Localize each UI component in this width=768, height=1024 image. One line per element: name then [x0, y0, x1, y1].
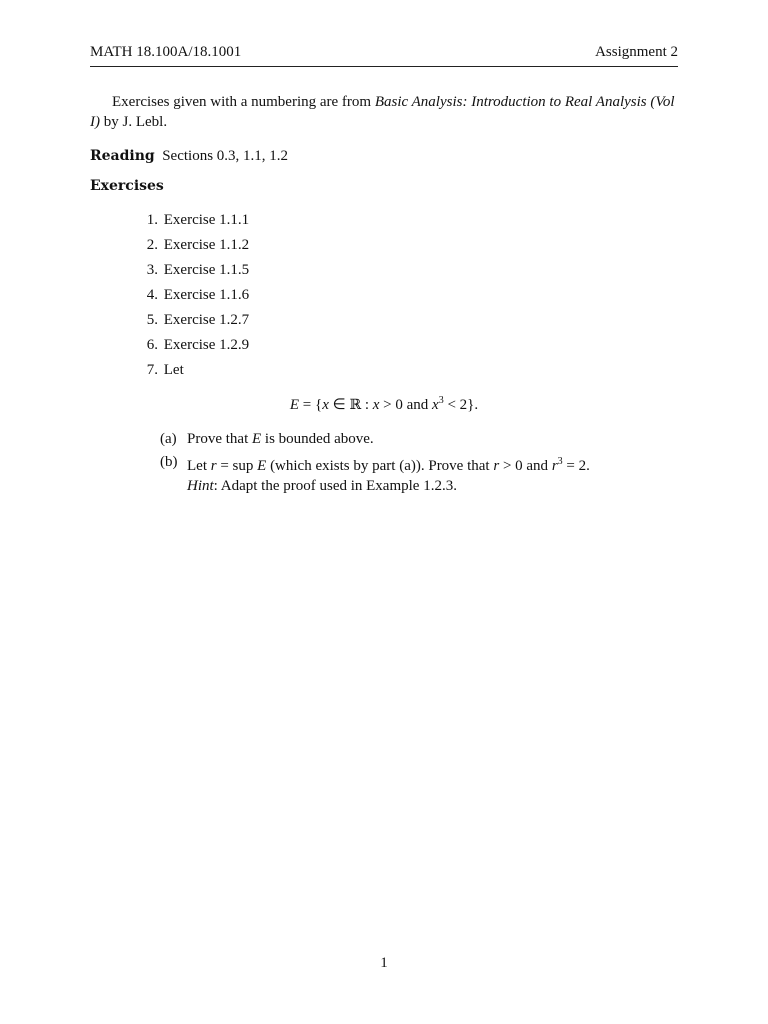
set-definition-equation	[0, 395, 768, 414]
eq-var: x	[432, 397, 439, 413]
math-var: r	[210, 458, 217, 474]
subpart-text: (which exists by part (a)). Prove that	[266, 458, 494, 474]
math-var: E	[257, 458, 267, 474]
eq-part: = {	[299, 397, 323, 413]
reals-symbol: ℝ	[349, 397, 362, 413]
exercise-list	[136, 210, 636, 385]
exercise-7-subparts	[160, 429, 680, 499]
subpart-b	[160, 452, 680, 496]
subpart-label: (b)	[160, 454, 178, 470]
eq-part: > 0 and	[379, 397, 433, 413]
subpart-label: (a)	[160, 431, 177, 447]
eq-exponent: 3	[438, 395, 444, 406]
eq-var: x	[372, 397, 380, 413]
subpart-text: Prove that	[187, 431, 252, 447]
item-text: Exercise 1.2.7	[163, 312, 250, 328]
item-text: Let	[163, 362, 184, 378]
hint-text: : Adapt the proof used in Example 1.2.3.	[213, 478, 457, 494]
eq-part: :	[361, 397, 373, 413]
page-header	[90, 44, 678, 67]
math-var: r	[493, 458, 500, 474]
book-title: Basic Analysis: Introduction to Real Analysis (Vol I)	[90, 94, 675, 130]
eq-part: < 2}.	[443, 397, 479, 413]
item-text: Exercise 1.1.1	[163, 212, 250, 228]
item-number: 2.	[146, 237, 158, 253]
item-number: 4.	[146, 287, 158, 303]
intro-after: by J. Lebl.	[100, 114, 168, 130]
reading-sections: Sections 0.3, 1.1, 1.2	[162, 148, 289, 164]
hint-label: Hint	[187, 478, 214, 494]
math-var: r	[551, 458, 558, 474]
list-item	[136, 285, 636, 310]
item-number: 3.	[146, 262, 158, 278]
subpart-text: > 0 and	[499, 458, 552, 474]
intro-before: Exercises given with a numbering are from	[112, 94, 375, 110]
intro-paragraph	[90, 92, 678, 132]
eq-part: ∈	[328, 397, 350, 413]
item-number: 1.	[146, 212, 158, 228]
subpart-text: = sup	[216, 458, 258, 474]
page-number: 1	[380, 955, 388, 971]
list-item	[136, 235, 636, 260]
subpart-text: Let	[187, 458, 211, 474]
math-exponent: 3	[557, 456, 563, 467]
item-text: Exercise 1.2.9	[163, 337, 250, 353]
list-item	[136, 335, 636, 360]
eq-var: x	[322, 397, 329, 413]
math-var: E	[252, 431, 262, 447]
list-item	[136, 310, 636, 335]
item-text: Exercise 1.1.5	[163, 262, 250, 278]
list-item	[136, 260, 636, 285]
subpart-text: is bounded above.	[261, 431, 374, 447]
item-text: Exercise 1.1.6	[163, 287, 250, 303]
item-number: 5.	[146, 312, 158, 328]
assignment-title: Assignment 2	[595, 44, 678, 60]
reading-label: Reading	[90, 148, 155, 164]
reading-line	[90, 146, 678, 166]
eq-lhs: E	[289, 397, 300, 413]
item-number: 7.	[146, 362, 158, 378]
exercises-heading: Exercises	[90, 178, 164, 194]
subpart-text: = 2.	[562, 458, 590, 474]
course-code: MATH 18.100A/18.1001	[90, 44, 242, 60]
list-item	[136, 210, 636, 235]
item-number: 6.	[146, 337, 158, 353]
subpart-a	[160, 429, 680, 449]
item-text: Exercise 1.1.2	[163, 237, 250, 253]
list-item	[136, 360, 636, 385]
